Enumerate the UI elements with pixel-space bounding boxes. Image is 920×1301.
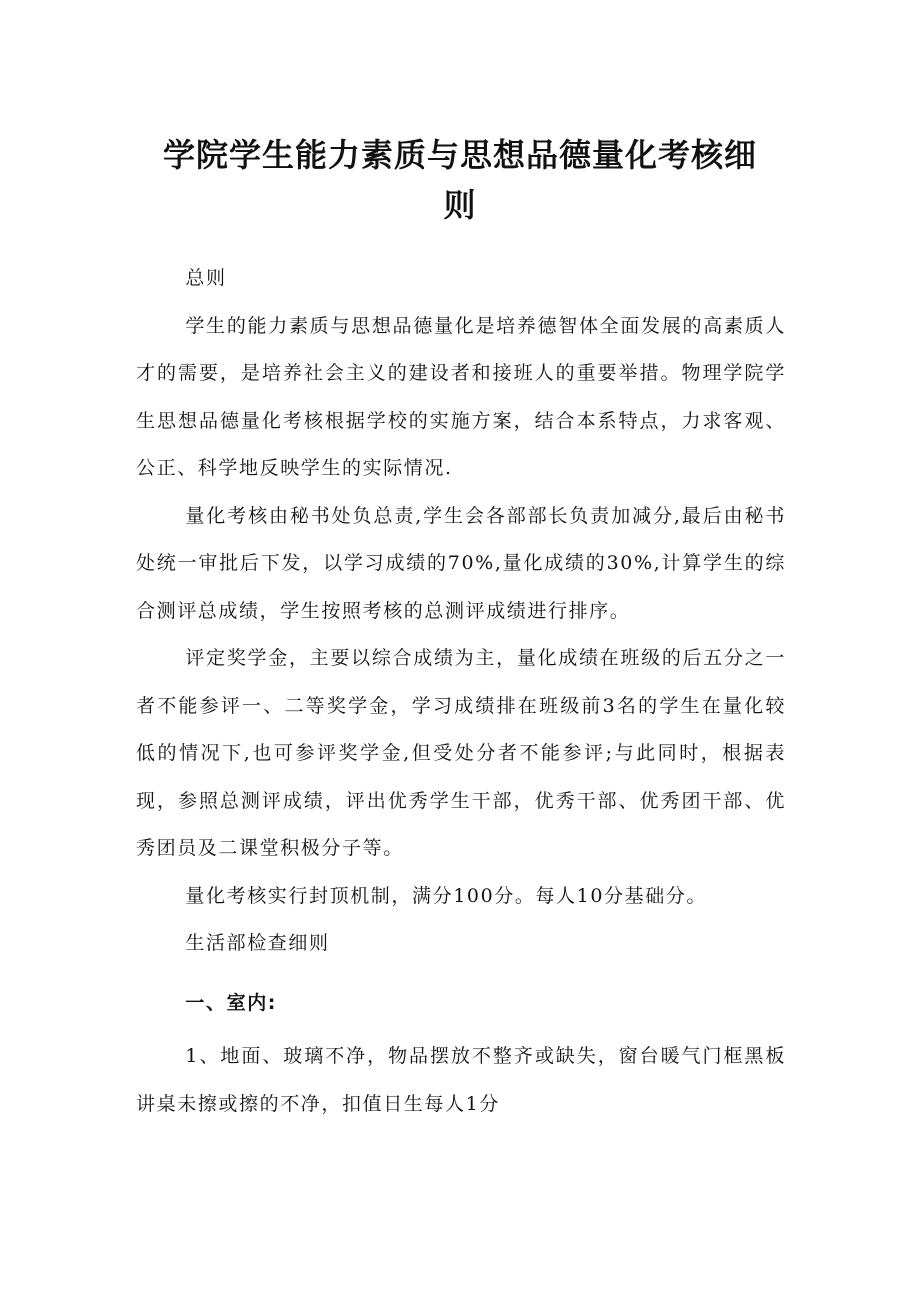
title-line-1: 学院学生能力素质与思想品德量化考核细 [162,136,757,174]
section-heading-general: 总则 [185,267,227,289]
document-title [140,130,780,230]
section-heading-indoor: 一、室内: [185,991,277,1014]
section-heading-life: 生活部检查细则 [185,932,330,954]
list-item-1: 1、地面、玻璃不净，物品摆放不整齐或缺失，窗台暖气门框黑板讲桌未擦或擦的不净，扣值日生每人1分 [136,1045,786,1115]
document-body [136,255,786,1128]
paragraph-assessment: 量化考核由秘书处负总责,学生会各部部长负责加减分,最后由秘书处统一审批后下发，以学习成绩的70%,量化成绩的30%,计算学生的综合测评总成绩，学生按照考核的总测评成绩进行排序。 [136,504,786,622]
paragraph-scholarship: 评定奖学金，主要以综合成绩为主，量化成绩在班级的后五分之一者不能参评一、二等奖学金，学习成绩排在班级前3名的学生在量化较低的情况下,也可参评奖学金,但受处分者不能参评;与此同时，根据表现，参照总测评成绩，评出优秀学生干部，优秀干部、优秀团干部、优秀团员及二课堂积极分子等。 [136,647,786,859]
title-line-2: 则 [443,186,477,224]
paragraph-intro: 学生的能力素质与思想品德量化是培养德智体全面发展的高素质人才的需要，是培养社会主义的建设者和接班人的重要举措。物理学院学生思想品德量化考核根据学校的实施方案，结合本系特点，力求客观、公正、科学地反映学生的实际情况. [136,314,786,479]
paragraph-cap: 量化考核实行封顶机制，满分100分。每人10分基础分。 [185,884,708,907]
